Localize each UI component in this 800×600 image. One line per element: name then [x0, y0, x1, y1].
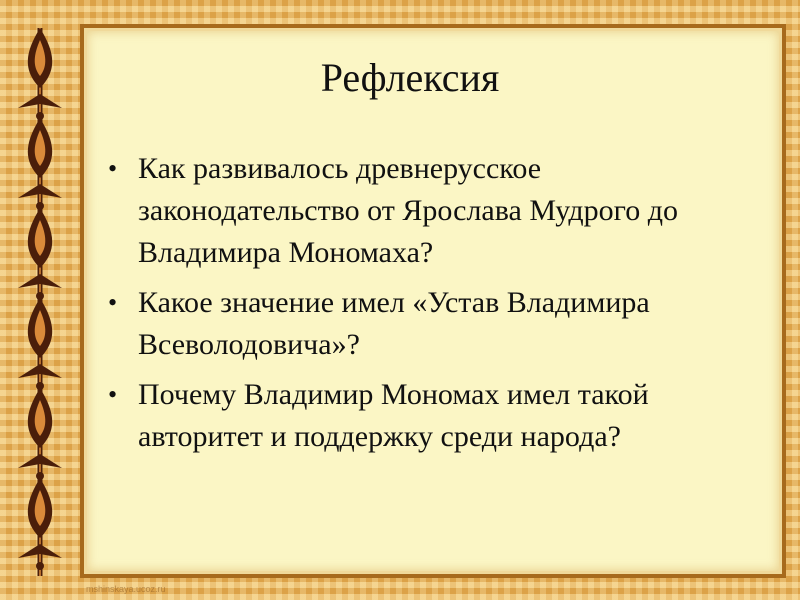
bullet-icon: •: [108, 380, 118, 409]
ornament-spike: [40, 364, 62, 378]
question-text: Почему Владимир Мономах имел такой авторитет и поддержку среди народа?: [138, 378, 649, 453]
decorative-ornament-strip: [10, 28, 70, 576]
ornament-spike: [18, 274, 40, 288]
ornament-spike: [18, 544, 40, 558]
ornament-dot: [36, 562, 44, 570]
bullet-icon: •: [108, 288, 118, 317]
question-text: Как развивалось древнерусское законодательство от Ярослава Мудрого до Владимира Мономаха?: [138, 152, 678, 269]
question-list: [108, 148, 768, 466]
question-item-3: [108, 374, 768, 458]
ornament-spike: [40, 454, 62, 468]
ornament-spike: [40, 184, 62, 198]
ornament-spike: [18, 184, 40, 198]
question-item-1: [108, 148, 768, 274]
slide-title: Рефлексия: [320, 55, 500, 100]
watermark: mshinskaya.ucoz.ru: [86, 584, 166, 594]
ornament-spike: [18, 454, 40, 468]
question-text: Какое значение имел «Устав Владимира Всеволодовича»?: [138, 286, 650, 361]
ornament-spike: [18, 364, 40, 378]
question-item-2: [108, 282, 768, 366]
ornament-spike: [40, 274, 62, 288]
bullet-icon: •: [108, 154, 118, 183]
ornament-spike: [40, 544, 62, 558]
